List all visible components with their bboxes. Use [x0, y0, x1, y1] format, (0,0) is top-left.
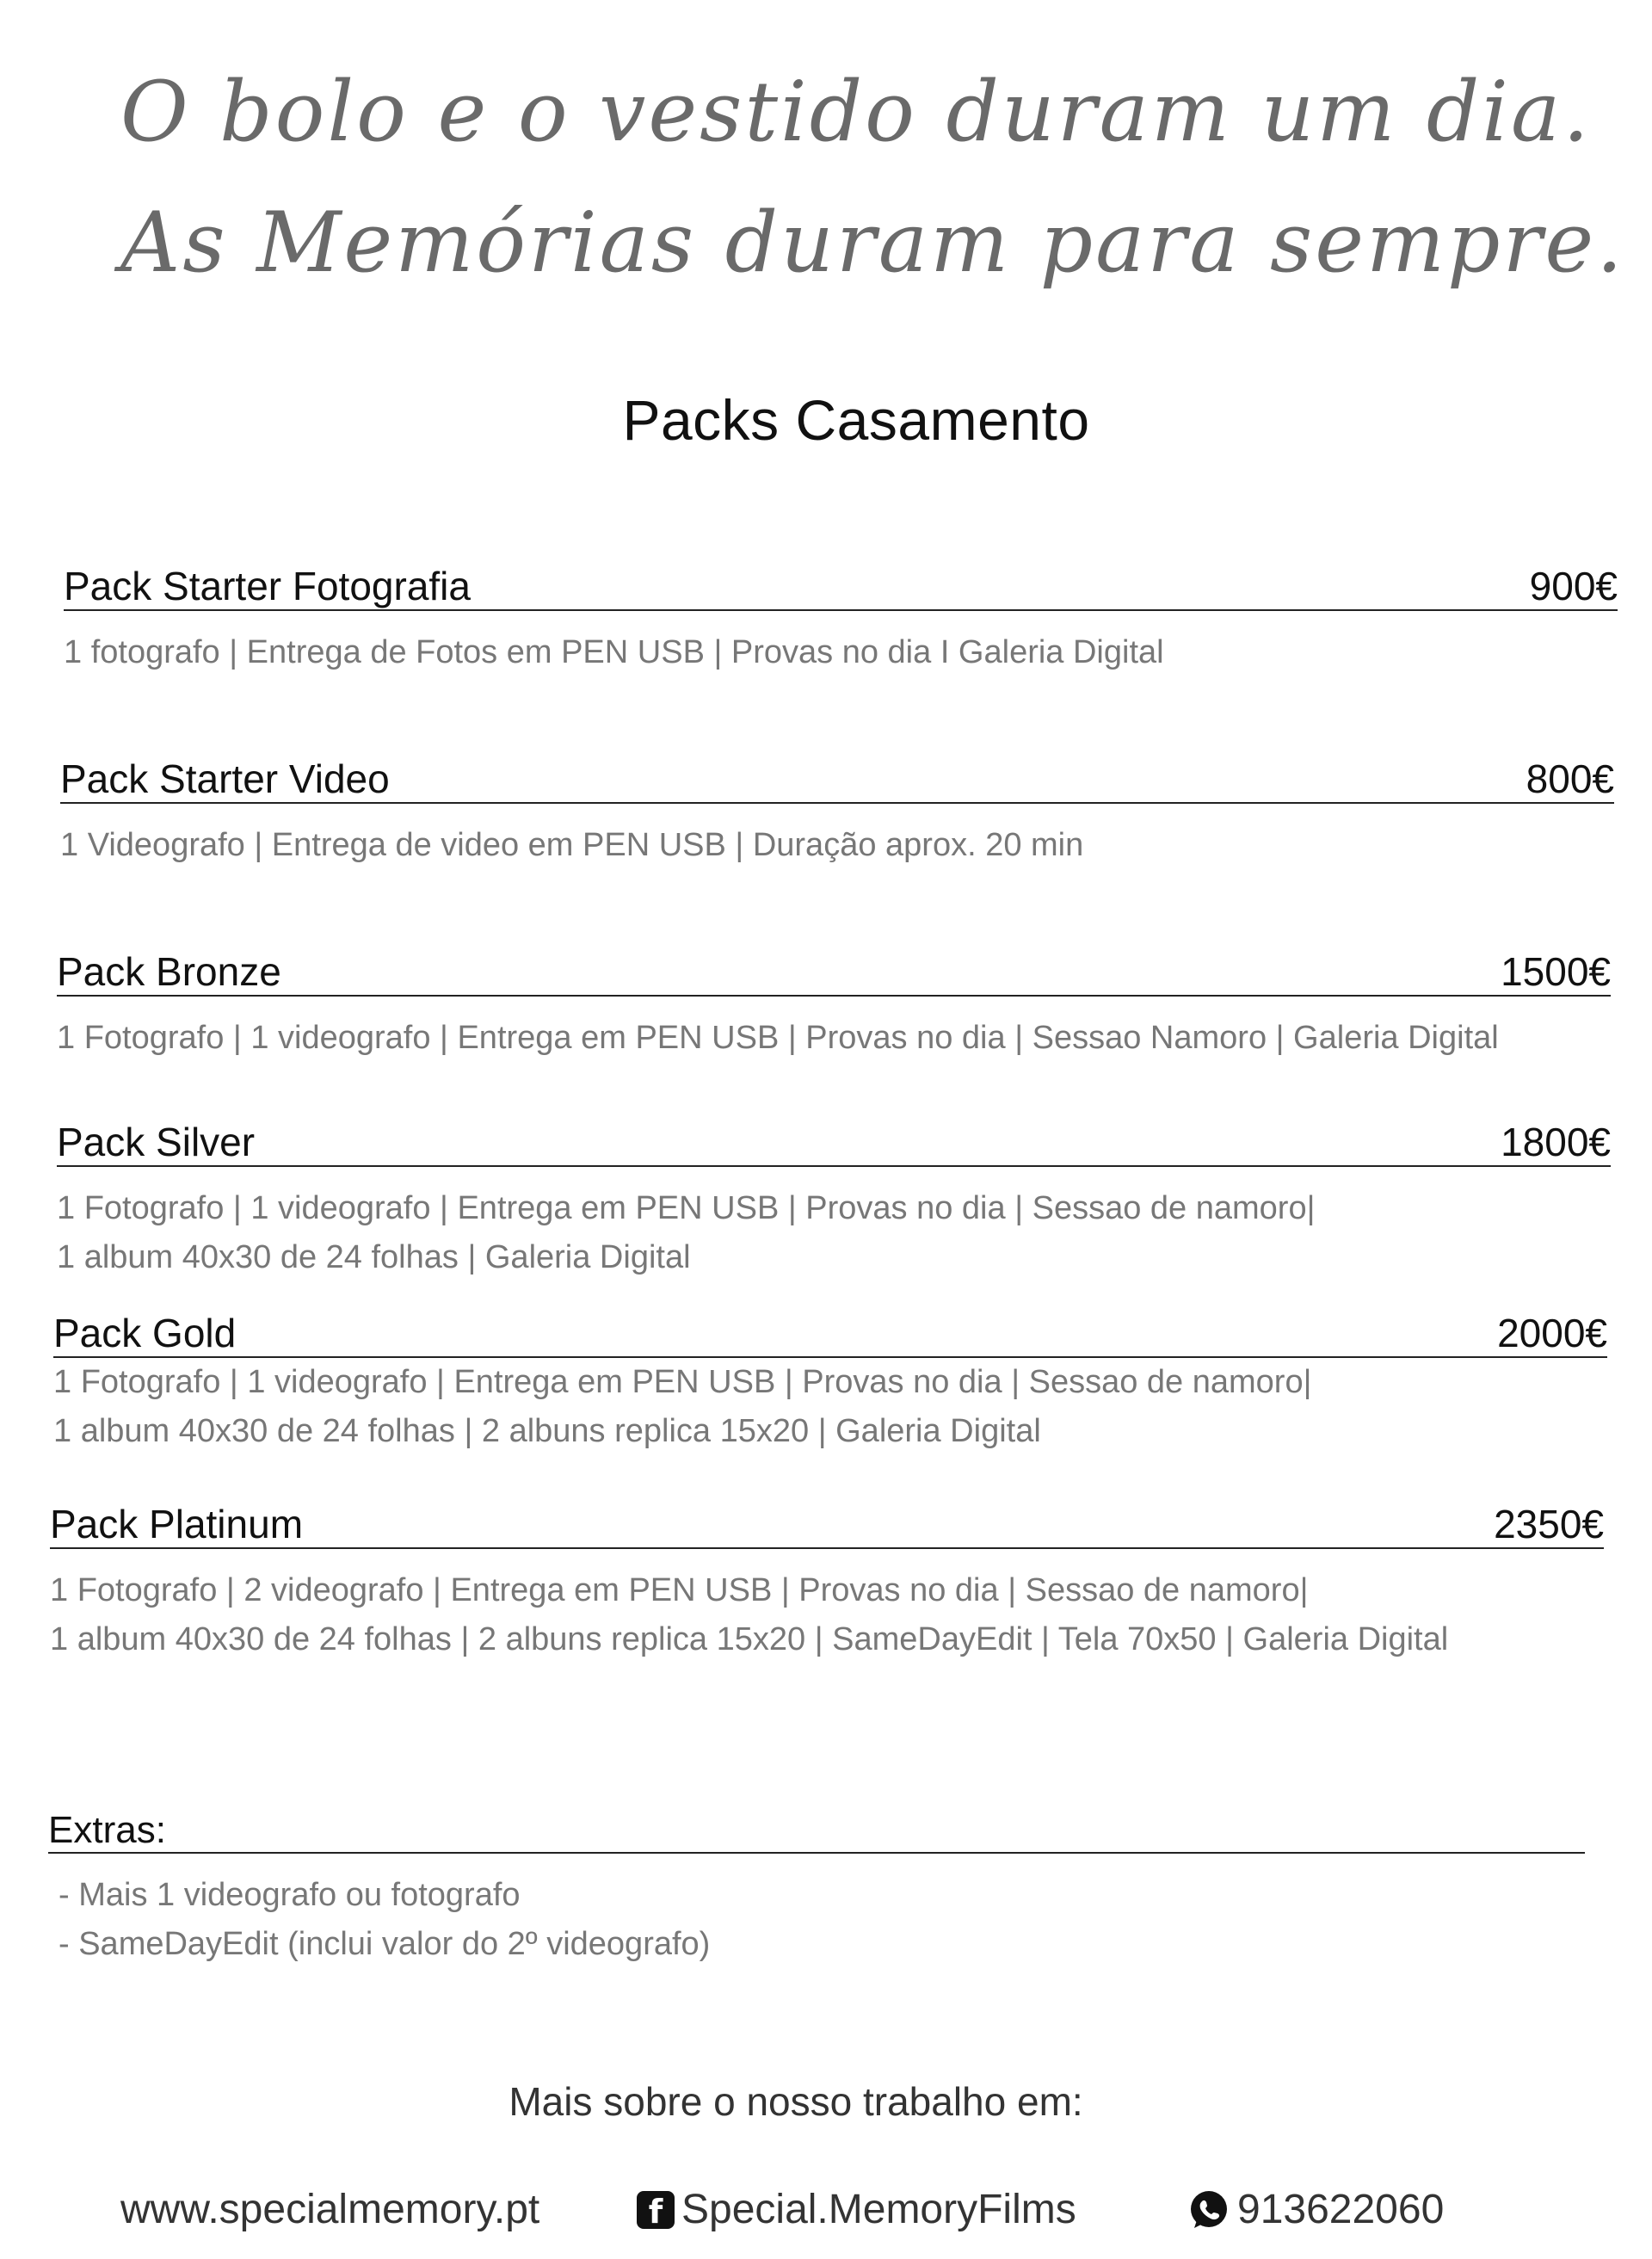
pack-description-line: 1 Fotografo | 1 videografo | Entrega em PEN USB | Provas no dia | Sessao de namoro| — [53, 1364, 1312, 1400]
quote-line-2: As Memórias duram para sempre. — [120, 194, 1625, 291]
pack-description-line: 1 album 40x30 de 24 folhas | Galeria Digital — [57, 1239, 691, 1275]
pack-starter-video — [60, 749, 1614, 870]
pack-header — [64, 556, 1618, 611]
pack-description-line: 1 album 40x30 de 24 folhas | 2 albuns replica 15x20 | SameDayEdit | Tela 70x50 | Galeria Digital — [50, 1621, 1449, 1657]
website-link[interactable] — [120, 2186, 539, 2233]
pack-description-line: 1 Videografo | Entrega de video em PEN USB | Duração aprox. 20 min — [60, 827, 1084, 863]
pack-name: Pack Starter Fotografia — [64, 564, 471, 608]
pack-description — [50, 1566, 1604, 1664]
phone-text[interactable]: 913622060 — [1237, 2187, 1445, 2232]
extras-header — [48, 1799, 1585, 1854]
pack-description-line: 1 Fotografo | 1 videografo | Entrega em PEN USB | Provas no dia | Sessao Namoro | Galeria Digital — [57, 1020, 1499, 1056]
pack-description-line: 1 Fotografo | 2 videografo | Entrega em PEN USB | Provas no dia | Sessao de namoro| — [50, 1572, 1309, 1608]
pack-name: Pack Gold — [53, 1311, 237, 1355]
pack-description — [57, 1014, 1611, 1063]
pack-header — [60, 749, 1614, 804]
pack-price: 1800€ — [1501, 1120, 1611, 1164]
page-title: Packs Casamento — [622, 388, 1090, 452]
pack-gold — [53, 1303, 1607, 1456]
pack-platinum — [50, 1494, 1604, 1664]
extras-section — [48, 1799, 1585, 1969]
pack-price: 1500€ — [1501, 949, 1611, 994]
pack-header — [57, 1112, 1611, 1167]
pack-header — [57, 941, 1611, 997]
quote-line-1: O bolo e o vestido duram um dia. — [120, 64, 1592, 160]
extras-item: - SameDayEdit (inclui valor do 2º videografo) — [59, 1926, 711, 1962]
pack-name: Pack Silver — [57, 1120, 256, 1164]
pack-name: Pack Starter Video — [60, 756, 390, 801]
extras-list — [48, 1871, 1585, 1969]
pack-header — [50, 1494, 1604, 1549]
facebook-link[interactable] — [637, 2186, 1076, 2233]
facebook-icon: f — [637, 2191, 675, 2229]
pack-header — [53, 1303, 1607, 1358]
pack-price: 2000€ — [1497, 1311, 1607, 1355]
pack-description-line: 1 Fotografo | 1 videografo | Entrega em PEN USB | Provas no dia | Sessao de namoro| — [57, 1190, 1316, 1226]
extras-item: - Mais 1 videografo ou fotografo — [59, 1877, 521, 1913]
pack-description-line: 1 album 40x30 de 24 folhas | 2 albuns replica 15x20 | Galeria Digital — [53, 1413, 1041, 1449]
pack-description-line: 1 fotografo | Entrega de Fotos em PEN USB | Provas no dia I Galeria Digital — [64, 634, 1164, 670]
pack-description — [64, 628, 1618, 677]
pack-price: 2350€ — [1494, 1502, 1604, 1546]
pack-bronze — [57, 941, 1611, 1063]
phone-link[interactable] — [1187, 2186, 1444, 2233]
website-text[interactable]: www.specialmemory.pt — [120, 2187, 540, 2232]
pack-name: Pack Platinum — [50, 1502, 304, 1546]
extras-title: Extras: — [48, 1809, 166, 1851]
pack-price: 900€ — [1529, 564, 1618, 608]
facebook-text[interactable]: Special.MemoryFilms — [681, 2187, 1076, 2232]
pack-description — [57, 1184, 1611, 1282]
whatsapp-icon — [1187, 2188, 1230, 2231]
more-info-text: Mais sobre o nosso trabalho em: — [509, 2079, 1083, 2124]
pack-name: Pack Bronze — [57, 949, 281, 994]
footer-contacts — [0, 2186, 1652, 2246]
pack-starter-fotografia — [64, 556, 1618, 677]
pack-price: 800€ — [1526, 756, 1614, 801]
pack-description — [60, 821, 1614, 870]
pack-description — [53, 1358, 1607, 1456]
pack-silver — [57, 1112, 1611, 1282]
